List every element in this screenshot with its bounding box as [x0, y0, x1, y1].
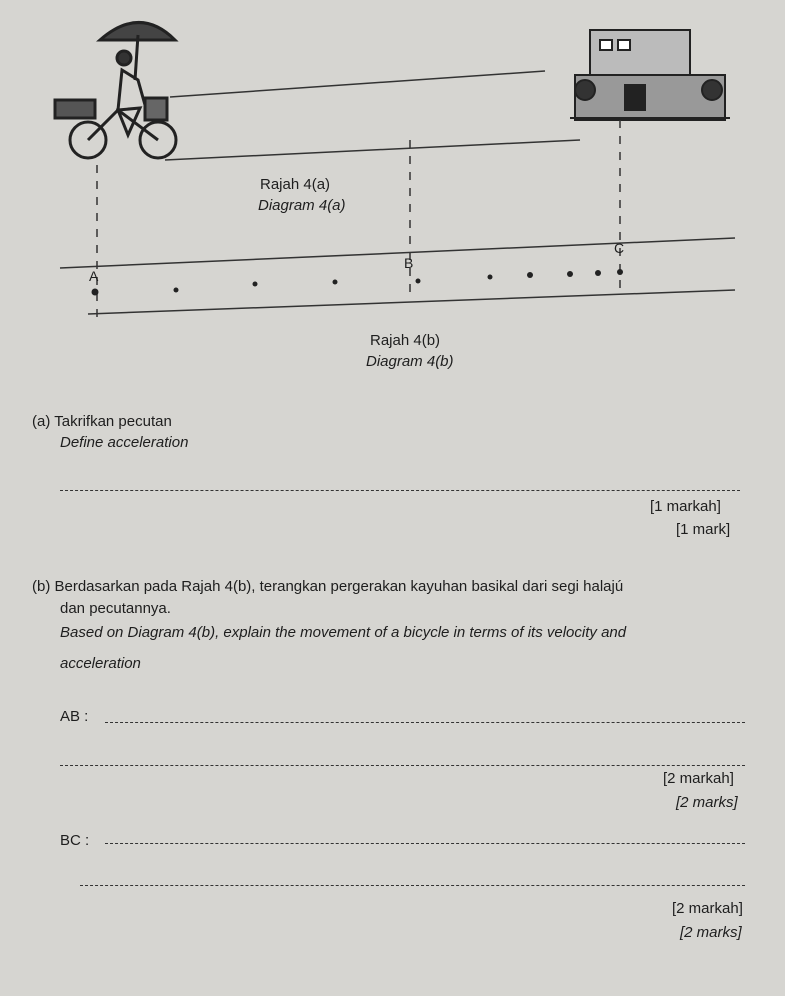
dot: [567, 271, 573, 277]
dot: [488, 275, 493, 280]
dot: [253, 282, 258, 287]
diagram-a-label-en: Diagram 4(a): [258, 197, 346, 214]
question-b-ms-1: (b) Berdasarkan pada Rajah 4(b), terangkan pergerakan kayuhan basikal dari segi halajú: [32, 578, 624, 595]
answer-line-bc-1[interactable]: [105, 843, 745, 844]
answer-line-bc-2[interactable]: [80, 885, 745, 886]
dot: [527, 272, 533, 278]
marks-ab-en: [2 marks]: [676, 794, 738, 811]
marks-a-ms: [1 markah]: [650, 498, 721, 515]
diagram-a-label-ms: Rajah 4(a): [260, 176, 331, 193]
tape-top-edge: [60, 238, 735, 268]
point-b-label: B: [404, 255, 414, 271]
point-a-label: A: [89, 268, 99, 284]
dot: [333, 280, 338, 285]
ab-label: AB :: [60, 708, 89, 725]
tape-bottom-edge: [88, 290, 735, 314]
dot: [617, 269, 623, 275]
question-a-ms: (a) Takrifkan pecutan: [32, 413, 172, 430]
marks-bc-en: [2 marks]: [680, 924, 742, 941]
ticker-dots: [92, 269, 624, 296]
answer-line-ab-2[interactable]: [60, 765, 745, 766]
dot: [416, 279, 421, 284]
bc-label: BC :: [60, 832, 90, 849]
dot: [92, 289, 99, 296]
marks-a-en: [1 mark]: [676, 521, 731, 538]
answer-line-a[interactable]: [60, 490, 740, 491]
marks-bc-ms: [2 markah]: [672, 900, 743, 917]
question-a-en: Define acceleration: [60, 434, 189, 451]
dot: [174, 288, 179, 293]
building-illustration: [570, 30, 730, 120]
question-b-ms-2: dan pecutannya.: [60, 600, 171, 617]
question-b-en-1: Based on Diagram 4(b), explain the movement of a bicycle in terms of its velocity and: [60, 624, 627, 641]
diagram-b-label-en: Diagram 4(b): [366, 353, 454, 370]
point-c-label: C: [614, 240, 625, 256]
answer-line-ab-1[interactable]: [105, 722, 745, 723]
diagram-b-label-ms: Rajah 4(b): [370, 332, 441, 349]
dot: [595, 270, 601, 276]
marks-ab-ms: [2 markah]: [663, 770, 734, 787]
question-b-en-2: acceleration: [60, 655, 141, 672]
bicycle-rider-illustration: [55, 23, 176, 159]
